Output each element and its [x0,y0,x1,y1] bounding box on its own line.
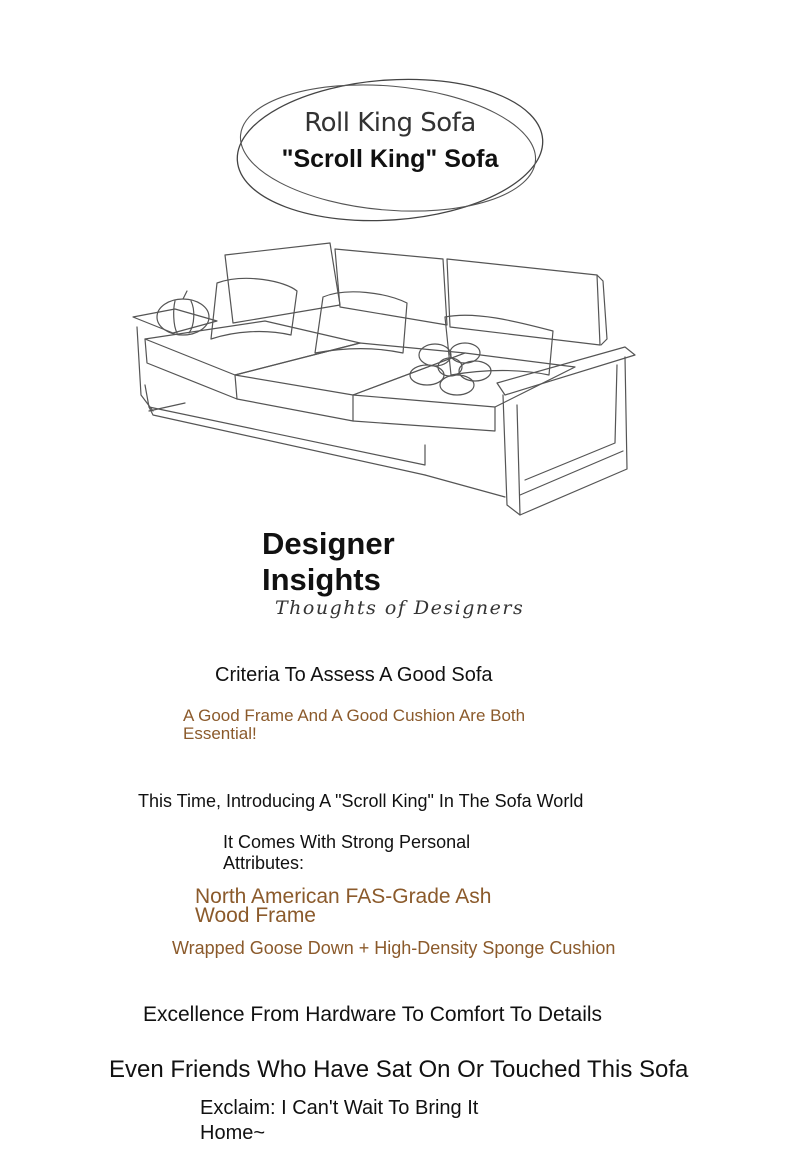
designer-title-line2: Insights [262,562,381,597]
script-title: Roll King Sofa [304,108,476,138]
exclaim-line1: Exclaim: I Can't Wait To Bring It [200,1097,479,1119]
sofa-sketch-icon [125,235,645,520]
page-title: "Scroll King" Sofa [281,145,499,173]
title-badge [230,68,550,233]
frame-feature [195,887,491,925]
attributes-text [223,832,470,874]
introducing-text: This Time, Introducing A "Scroll King" In The Sofa World [138,791,584,811]
cushion-feature: Wrapped Goose Down + High-Density Sponge Cushion [172,938,616,958]
exclaim-line2: Home~ [200,1122,266,1144]
frame-line2: Wood Frame [195,904,316,927]
criteria-answer: A Good Frame And A Good Cushion Are Both Essential! [183,706,526,743]
friends-text: Even Friends Who Have Sat On Or Touched This Sofa [109,1056,689,1083]
sofa-illustration [125,235,645,520]
frame-line1: North American FAS-Grade Ash [195,885,492,908]
designer-title-line1: Designer [262,526,395,561]
exclaim-text [200,1096,478,1146]
designer-subtitle: Thoughts of Designers [275,597,525,619]
excellence-text: Excellence From Hardware To Comfort To Details [143,1003,603,1026]
attributes-line2: Attributes: [223,853,305,873]
criteria-heading: Criteria To Assess A Good Sofa [215,664,493,686]
attributes-line1: It Comes With Strong Personal [223,832,471,852]
designer-insights-heading [262,526,395,598]
